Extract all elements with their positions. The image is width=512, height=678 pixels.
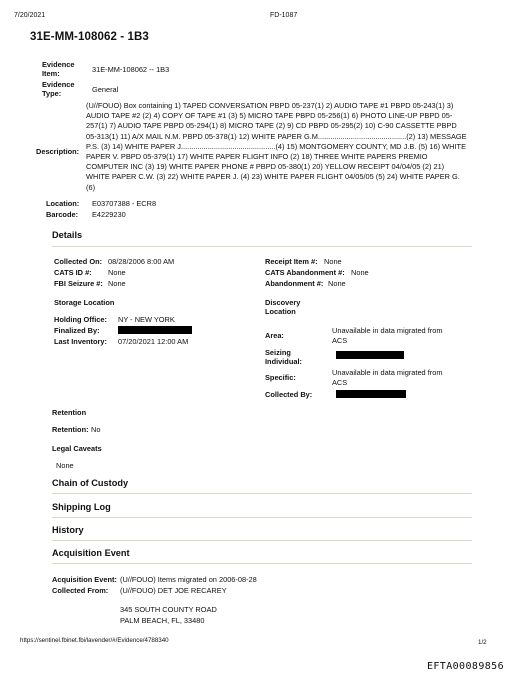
retention-heading: Retention <box>52 408 87 417</box>
cats-abandonment-value: None <box>351 268 369 277</box>
receipt-item-label: Receipt Item #: <box>265 257 318 266</box>
bates-number: EFTA00089856 <box>426 661 504 672</box>
details-heading: Details <box>52 230 83 240</box>
holding-office-label: Holding Office: <box>54 315 107 324</box>
collected-from-value: (U//FOUO) DET JOE RECAREY <box>120 586 227 595</box>
acquisition-event-label: Acquisition Event: <box>52 575 117 584</box>
area-value: Unavailable in data migrated from <box>332 326 443 335</box>
collected-by-label: Collected By: <box>265 390 313 399</box>
location-label: Location: <box>46 199 80 208</box>
legal-caveats-heading: Legal Caveats <box>52 444 102 453</box>
section-divider <box>52 493 472 494</box>
abandonment-label: Abandonment #: <box>265 279 324 288</box>
location-value: E03707388 - ECR8 <box>92 199 157 208</box>
redaction-bar <box>336 351 404 359</box>
footer-url: https://sentinel.fbinet.fbi/lavender/#/Evidence/4788340 <box>20 637 169 644</box>
barcode-label: Barcode: <box>46 210 79 219</box>
description-line: (6) <box>86 182 96 192</box>
print-date: 7/20/2021 <box>14 12 46 19</box>
collected-on-label: Collected On: <box>54 257 103 266</box>
document-page <box>8 4 502 656</box>
evidence-type-label: Evidence Type: <box>42 80 75 99</box>
description-line: 05-313(1) 11) A/X MAIL N.M. PBPD 05-378(1) 12) WHITE PAPER G.M...........................................(2) 13) MESSAGE <box>86 131 467 141</box>
details-divider <box>52 246 472 247</box>
shipping-log-heading[interactable]: Shipping Log <box>52 502 111 512</box>
section-divider <box>52 540 472 541</box>
description-line: P.S. (3) 14) WHITE PAPER J..............................................(4) 15) MONTGOMERY COUNTY, MD J.B. (5) 16) WHITE <box>86 141 466 151</box>
redaction-bar <box>118 326 192 334</box>
evidence-type-value: General <box>92 85 119 94</box>
redaction-bar <box>336 390 406 398</box>
abandonment-value: None <box>328 279 346 288</box>
evidence-item-value: 31E-MM-108062 -- 1B3 <box>92 65 170 74</box>
fbi-seizure-label: FBI Seizure #: <box>54 279 103 288</box>
specific-value: ACS <box>332 378 348 387</box>
discovery-location-heading: Discovery Location <box>265 298 301 317</box>
address-line: PALM BEACH, FL, 33480 <box>120 616 205 625</box>
section-divider <box>52 517 472 518</box>
specific-value: Unavailable in data migrated from <box>332 368 443 377</box>
storage-location-heading: Storage Location <box>54 298 115 307</box>
description-line: PAPER V. PBPD 05-379(1) 17) WHITE PAPER FLIGHT INFO (2) 18) THREE WHITE PAPERS PREMIO <box>86 152 428 162</box>
section-divider <box>52 563 472 564</box>
description-line: 257(1) 7) AUDIO TAPE PBPD 05-294(1) 8) MICRO TAPE (2) 9) CD PBPD 05-295(2) 10) C-90 CASSETTE PBPD <box>86 121 457 131</box>
last-inventory-label: Last Inventory: <box>54 337 107 346</box>
holding-office-value: NY - NEW YORK <box>118 315 175 324</box>
receipt-item-value: None <box>324 257 342 266</box>
chain-of-custody-heading[interactable]: Chain of Custody <box>52 478 129 488</box>
description-label: Description: <box>36 147 80 156</box>
address-line: 345 SOUTH COUNTY ROAD <box>120 605 217 614</box>
acquisition-event-value: (U//FOUO) Items migrated on 2006-08-28 <box>120 575 257 584</box>
acquisition-event-heading[interactable]: Acquisition Event <box>52 548 130 558</box>
history-heading[interactable]: History <box>52 525 84 535</box>
description-text <box>86 101 496 193</box>
legal-caveats-value: None <box>56 461 74 470</box>
last-inventory-value: 07/20/2021 12:00 AM <box>118 337 189 346</box>
form-number: FD-1087 <box>270 12 298 19</box>
area-label: Area: <box>265 331 284 340</box>
page-number: 1/2 <box>478 639 487 646</box>
description-line: AUDIO TAPE #2 (2) 4) COPY OF TAPE #1 (3) 5) MICRO TAPE PBPD 05-256(1) 6) PHOTO LINE-UP PBPD 05- <box>86 111 453 121</box>
finalized-by-label: Finalized By: <box>54 326 100 335</box>
cats-id-label: CATS ID #: <box>54 268 92 277</box>
specific-label: Specific: <box>265 373 296 382</box>
cats-id-value: None <box>108 268 126 277</box>
description-line: COMPUTER INC (3) 19) WHITE PAPER PHONE # PBPD 05-380(1) 20) YELLOW RECEIPT 04/04/05 (2) 21) <box>86 162 445 172</box>
description-line: (U//FOUO) Box containing 1) TAPED CONVERSATION PBPD 05-237(1) 2) AUDIO TAPE #1 PBPD 05-243(1) 3) <box>86 101 454 110</box>
collected-on-value: 08/28/2006 8:00 AM <box>108 257 175 266</box>
collected-from-label: Collected From: <box>52 586 109 595</box>
evidence-item-label: Evidence Item: <box>42 60 75 79</box>
barcode-value: E4229230 <box>92 210 126 219</box>
cats-abandonment-label: CATS Abandonment #: <box>265 268 345 277</box>
retention-label: Retention: <box>52 425 89 434</box>
fbi-seizure-value: None <box>108 279 126 288</box>
case-title: 31E-MM-108062 - 1B3 <box>30 31 149 43</box>
seizing-individual-label: Seizing Individual: <box>265 348 302 367</box>
retention-value: No <box>91 425 101 434</box>
description-line: WHITE PAPER C.W. (3) 22) WHITE PAPER J. (4) 23) WHITE PAPER FLIGHT 04/05/05 (5) 24) WHITE PAPER G. <box>86 172 460 182</box>
area-value: ACS <box>332 336 348 345</box>
